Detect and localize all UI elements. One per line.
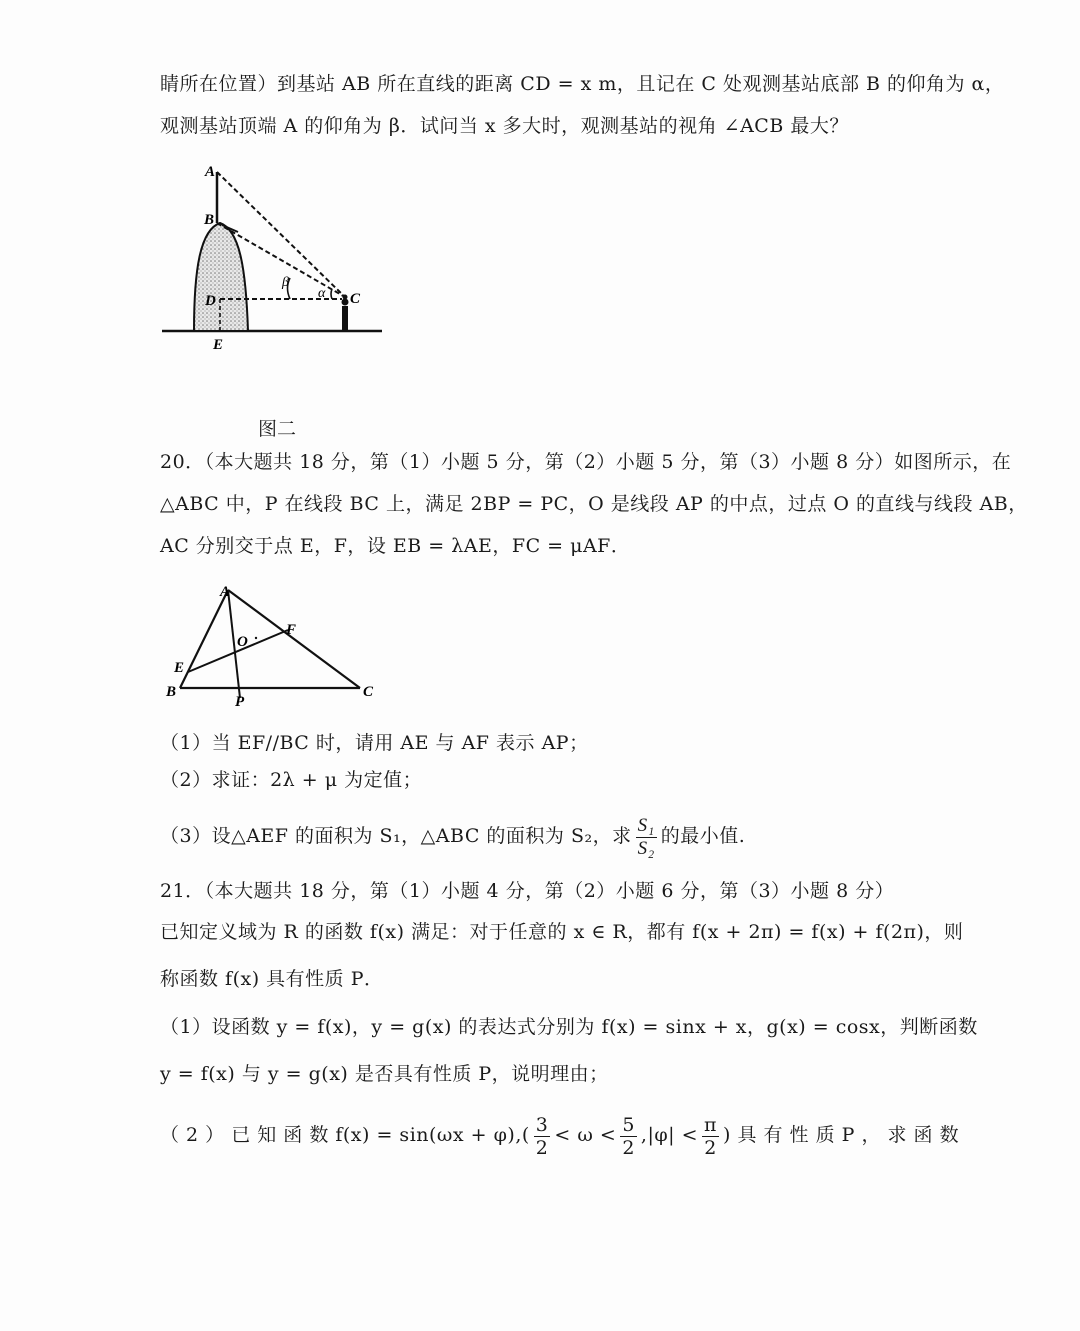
fraction-denominator: 2 xyxy=(622,1136,635,1159)
fraction-5-2 xyxy=(620,1114,637,1159)
p21-q2-mid2: ,|φ| < xyxy=(640,1124,699,1146)
figure-2-diagram xyxy=(150,160,400,360)
label-E: E xyxy=(174,660,185,676)
label-D: D xyxy=(205,293,216,309)
fraction-denominator: S₂ xyxy=(637,837,655,859)
p20-q3-tail: 的最小值. xyxy=(660,825,746,847)
p21-q1a: （1）设函数 y = f(x)，y = g(x) 的表达式分别为 f(x) = sinx + x，g(x) = cosx，判断函数 xyxy=(160,1016,978,1038)
label-O: O xyxy=(237,634,248,650)
label-B: B xyxy=(166,684,177,700)
p20-header: 20．（本大题共 18 分，第（1）小题 5 分，第（2）小题 5 分，第（3）小题 8 分）如图所示，在 xyxy=(160,451,1012,473)
p20-q1: （1）当 EF//BC 时，请用 AE 与 AF 表示 AP； xyxy=(160,732,589,754)
fraction-numerator: 5 xyxy=(622,1113,635,1136)
label-C: C xyxy=(350,291,361,307)
label-A: A xyxy=(205,164,216,180)
p21-line2: 已知定义域为 R 的函数 f(x) 满足：对于任意的 x ∈ R，都有 f(x + 2π) = f(x) + f(2π)，则 xyxy=(160,921,964,943)
label-B: B xyxy=(204,212,215,228)
p21-q2-tail: ) 具 有 性 质 P ， 求 函 数 xyxy=(723,1124,960,1146)
p21-line3: 称函数 f(x) 具有性质 P． xyxy=(160,968,384,990)
fraction-denominator: 2 xyxy=(535,1136,549,1159)
triangle-abc-diagram xyxy=(160,578,390,708)
fraction-numerator: 3 xyxy=(535,1113,549,1136)
p21-q2-text: （ 2 ） 已 知 函 数 f(x) = sin(ωx + φ),( xyxy=(160,1124,530,1146)
p21-q2 xyxy=(160,1110,959,1160)
label-F: F xyxy=(286,622,297,638)
fraction-denominator: 2 xyxy=(704,1136,717,1159)
label-P: P xyxy=(235,694,245,708)
p21-header: 21．（本大题共 18 分，第（1）小题 4 分，第（2）小题 6 分，第（3）小题 8 分） xyxy=(160,880,895,902)
p21-q1b: y = f(x) 与 y = g(x) 是否具有性质 P，说明理由； xyxy=(160,1063,609,1085)
p19-line1: 睛所在位置）到基站 AB 所在直线的距离 CD = x m，且记在 C 处观测基站底部 B 的仰角为 α， xyxy=(160,73,1005,95)
p20-q2: （2）求证：2λ + μ 为定值； xyxy=(160,769,423,791)
fraction-numerator: S₁ xyxy=(637,814,655,836)
p20-q3 xyxy=(160,808,745,864)
fraction-pi-2 xyxy=(702,1114,719,1159)
p20-q3-text: （3）设△AEF 的面积为 S₁，△ABC 的面积为 S₂，求 xyxy=(160,825,632,847)
label-A: A xyxy=(220,584,231,600)
label-E: E xyxy=(213,337,224,353)
label-beta: β xyxy=(282,275,289,290)
label-alpha: α xyxy=(318,286,326,301)
p21-q2-mid: < ω < xyxy=(554,1124,617,1146)
p20-line2: △ABC 中，P 在线段 BC 上，满足 2BP = PC，O 是线段 AP 的中点，过点 O 的直线与线段 AB， xyxy=(160,493,1028,515)
fraction-3-2 xyxy=(534,1114,551,1159)
p20-line3: AC 分别交于点 E，F，设 EB = λAE，FC = μAF． xyxy=(160,535,631,557)
p19-line2: 观测基站顶端 A 的仰角为 β．试问当 x 多大时，观测基站的视角 ∠ACB 最大？ xyxy=(160,115,849,137)
s1-over-s2-fraction xyxy=(636,815,657,860)
fraction-numerator: π xyxy=(704,1113,718,1136)
label-C: C xyxy=(363,684,374,700)
figure-2-caption: 图二 xyxy=(258,418,297,440)
